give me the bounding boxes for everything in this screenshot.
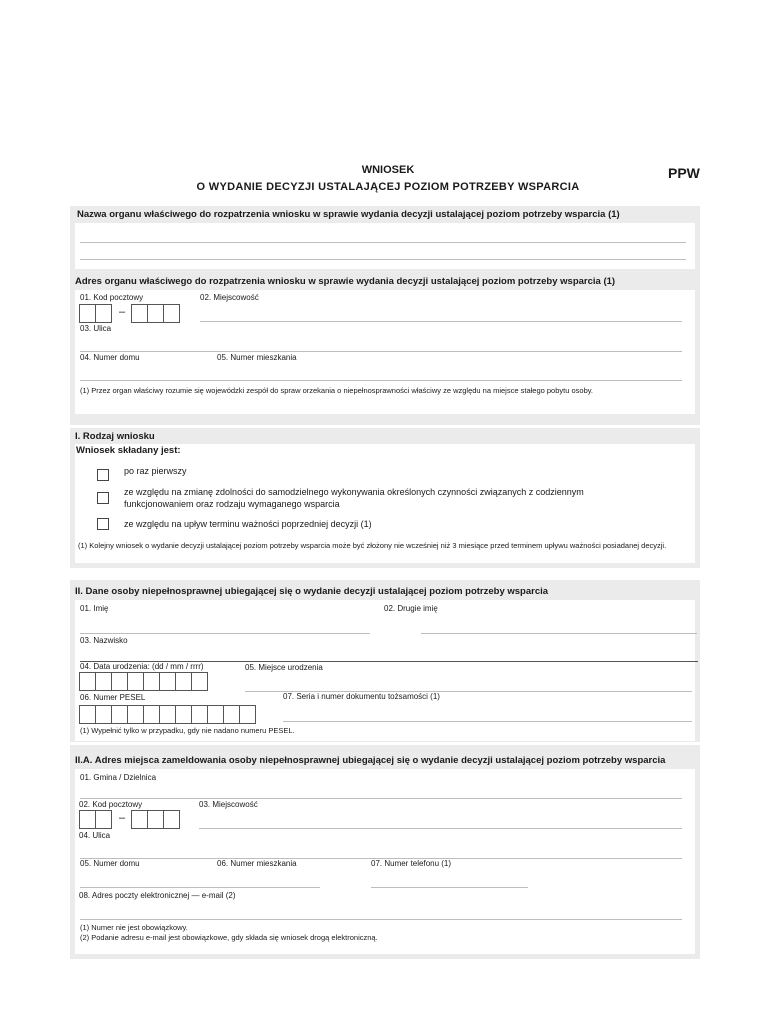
digit-cell[interactable] bbox=[111, 672, 128, 691]
drugie-imie-line[interactable] bbox=[421, 633, 697, 634]
section-2a-footnote-2: (2) Podanie adresu e-mail jest obowiązkowe, gdy składa się wniosek drogą elektroniczną. bbox=[80, 933, 378, 942]
nazwisko-label: 03. Nazwisko bbox=[80, 636, 128, 645]
telefon-label: 07. Numer telefonu (1) bbox=[371, 859, 452, 868]
ulica-label: 04. Ulica bbox=[79, 831, 111, 840]
organ-name-line-1 bbox=[80, 242, 686, 243]
email-line[interactable] bbox=[80, 919, 682, 920]
option-3-label: ze względu na upływ terminu ważności poprzedniej decyzji (1) bbox=[124, 519, 372, 529]
organ-mieszkanie-label: 05. Numer mieszkania bbox=[217, 353, 297, 362]
section-1-subheader: Wniosek składany jest: bbox=[76, 445, 181, 456]
telefon-line[interactable] bbox=[371, 887, 528, 888]
digit-cell[interactable] bbox=[79, 810, 96, 829]
digit-cell[interactable] bbox=[207, 705, 224, 724]
digit-cell[interactable] bbox=[163, 810, 180, 829]
miejsce-ur-label: 05. Miejsce urodzenia bbox=[245, 663, 323, 672]
digit-cell[interactable] bbox=[79, 672, 96, 691]
pesel-label: 06. Numer PESEL bbox=[80, 693, 146, 702]
organ-miejscowosc-label: 02. Miejscowość bbox=[200, 293, 259, 302]
digit-cell[interactable] bbox=[147, 304, 164, 323]
imie-label: 01. Imię bbox=[80, 604, 109, 613]
organ-ulica-line[interactable] bbox=[80, 351, 682, 352]
digit-cell[interactable] bbox=[79, 705, 96, 724]
section-2a-footnote-1: (1) Numer nie jest obowiązkowy. bbox=[80, 923, 188, 932]
digit-cell[interactable] bbox=[191, 672, 208, 691]
digit-cell[interactable] bbox=[95, 705, 112, 724]
dom-label: 05. Numer domu bbox=[80, 859, 140, 868]
organ-kod-cells-a[interactable] bbox=[79, 304, 111, 323]
digit-cell[interactable] bbox=[175, 672, 192, 691]
option-2-label: ze względu na zmianę zdolności do samodzielnego wykonywania określonych czynności związanych z codziennym funkcjonowaniem oraz rodzaju wymaganego wsparcia bbox=[124, 487, 584, 509]
organ-address-area bbox=[75, 290, 695, 414]
digit-cell[interactable] bbox=[111, 705, 128, 724]
digit-cell[interactable] bbox=[175, 705, 192, 724]
digit-cell[interactable] bbox=[191, 705, 208, 724]
digit-cell[interactable] bbox=[159, 672, 176, 691]
data-ur-cells[interactable] bbox=[79, 672, 207, 691]
section-2a-block bbox=[70, 745, 700, 959]
section-1-footnote: (1) Kolejny wniosek o wydanie decyzji ustalającej poziom potrzeby wsparcia może być złożony nie wcześniej niż 3 miesiące przed terminem upływu ważności posiadanej decyzji. bbox=[78, 541, 667, 550]
kod-cells-b[interactable] bbox=[131, 810, 179, 829]
option-3-checkbox[interactable] bbox=[97, 518, 109, 530]
digit-cell[interactable] bbox=[239, 705, 256, 724]
organ-kod-cells-b[interactable] bbox=[131, 304, 179, 323]
section-2-block bbox=[70, 580, 700, 742]
dokument-label: 07. Seria i numer dokumentu tożsamości (1) bbox=[283, 692, 440, 701]
section-1-body bbox=[75, 444, 695, 563]
mieszkanie-label: 06. Numer mieszkania bbox=[217, 859, 297, 868]
digit-cell[interactable] bbox=[95, 304, 112, 323]
form-title: WNIOSEK bbox=[361, 164, 415, 176]
digit-cell[interactable] bbox=[95, 810, 112, 829]
gmina-label: 01. Gmina / Dzielnica bbox=[80, 773, 157, 782]
kod-dash: – bbox=[119, 812, 126, 824]
digit-cell[interactable] bbox=[79, 304, 96, 323]
option-2-checkbox[interactable] bbox=[97, 492, 109, 504]
section-2-footnote: (1) Wypełnić tylko w przypadku, gdy nie nadano numeru PESEL. bbox=[80, 726, 295, 735]
email-label: 08. Adres poczty elektronicznej — e-mail (2) bbox=[79, 891, 236, 900]
organ-block bbox=[70, 206, 700, 425]
section-1-header: I. Rodzaj wniosku bbox=[75, 431, 155, 442]
digit-cell[interactable] bbox=[127, 705, 144, 724]
digit-cell[interactable] bbox=[147, 810, 164, 829]
miejscowosc-label: 03. Miejscowość bbox=[199, 800, 258, 809]
dokument-line[interactable] bbox=[283, 721, 692, 722]
organ-miejscowosc-line[interactable] bbox=[200, 321, 682, 322]
section-2-body bbox=[75, 600, 695, 741]
digit-cell[interactable] bbox=[131, 810, 148, 829]
data-ur-label: 04. Data urodzenia: (dd / mm / rrrr) bbox=[80, 662, 204, 671]
digit-cell[interactable] bbox=[223, 705, 240, 724]
form-code: PPW bbox=[668, 165, 700, 181]
dom-line[interactable] bbox=[80, 887, 320, 888]
digit-cell[interactable] bbox=[159, 705, 176, 724]
organ-name-area[interactable] bbox=[75, 223, 695, 269]
digit-cell[interactable] bbox=[143, 672, 160, 691]
miejscowosc-line[interactable] bbox=[199, 828, 682, 829]
drugie-imie-label: 02. Drugie imię bbox=[384, 604, 438, 613]
organ-ulica-label: 03. Ulica bbox=[80, 324, 112, 333]
kod-dash: – bbox=[119, 306, 126, 318]
kod-label: 02. Kod pocztowy bbox=[79, 800, 143, 809]
digit-cell[interactable] bbox=[127, 672, 144, 691]
digit-cell[interactable] bbox=[143, 705, 160, 724]
digit-cell[interactable] bbox=[163, 304, 180, 323]
organ-dom-label: 04. Numer domu bbox=[80, 353, 140, 362]
section-2-header: II. Dane osoby niepełnosprawnej ubiegającej się o wydanie decyzji ustalającej poziom potrzeby wsparcia bbox=[75, 586, 549, 597]
section-2a-header: II.A. Adres miejsca zameldowania osoby niepełnosprawnej ubiegającej się o wydanie decyzji ustalającej poziom potrzeby wsparcia bbox=[75, 755, 666, 766]
pesel-cells[interactable] bbox=[79, 705, 255, 724]
organ-footnote: (1) Przez organ właściwy rozumie się wojewódzki zespół do spraw orzekania o niepełnosprawności właściwy ze względu na miejsce stałego pobytu osoby. bbox=[80, 386, 594, 395]
gmina-line[interactable] bbox=[80, 798, 682, 799]
option-1-checkbox[interactable] bbox=[97, 469, 109, 481]
section-2a-body bbox=[75, 769, 695, 954]
option-1-label: po raz pierwszy bbox=[124, 466, 187, 476]
organ-address-header: Adres organu właściwego do rozpatrzenia wniosku w sprawie wydania decyzji ustalającej poziom potrzeby wsparcia (1) bbox=[75, 276, 616, 287]
organ-name-line-2 bbox=[80, 259, 686, 260]
organ-name-header: Nazwa organu właściwego do rozpatrzenia wniosku w sprawie wydania decyzji ustalającej poziom potrzeby wsparcia (1) bbox=[77, 209, 620, 220]
digit-cell[interactable] bbox=[95, 672, 112, 691]
digit-cell[interactable] bbox=[131, 304, 148, 323]
section-1-block bbox=[70, 428, 700, 568]
form-subtitle: O WYDANIE DECYZJI USTALAJĄCEJ POZIOM POTRZEBY WSPARCIA bbox=[196, 181, 580, 193]
kod-cells-a[interactable] bbox=[79, 810, 111, 829]
organ-kod-label: 01. Kod pocztowy bbox=[80, 293, 144, 302]
organ-dom-line[interactable] bbox=[80, 380, 682, 381]
imie-line[interactable] bbox=[80, 633, 370, 634]
